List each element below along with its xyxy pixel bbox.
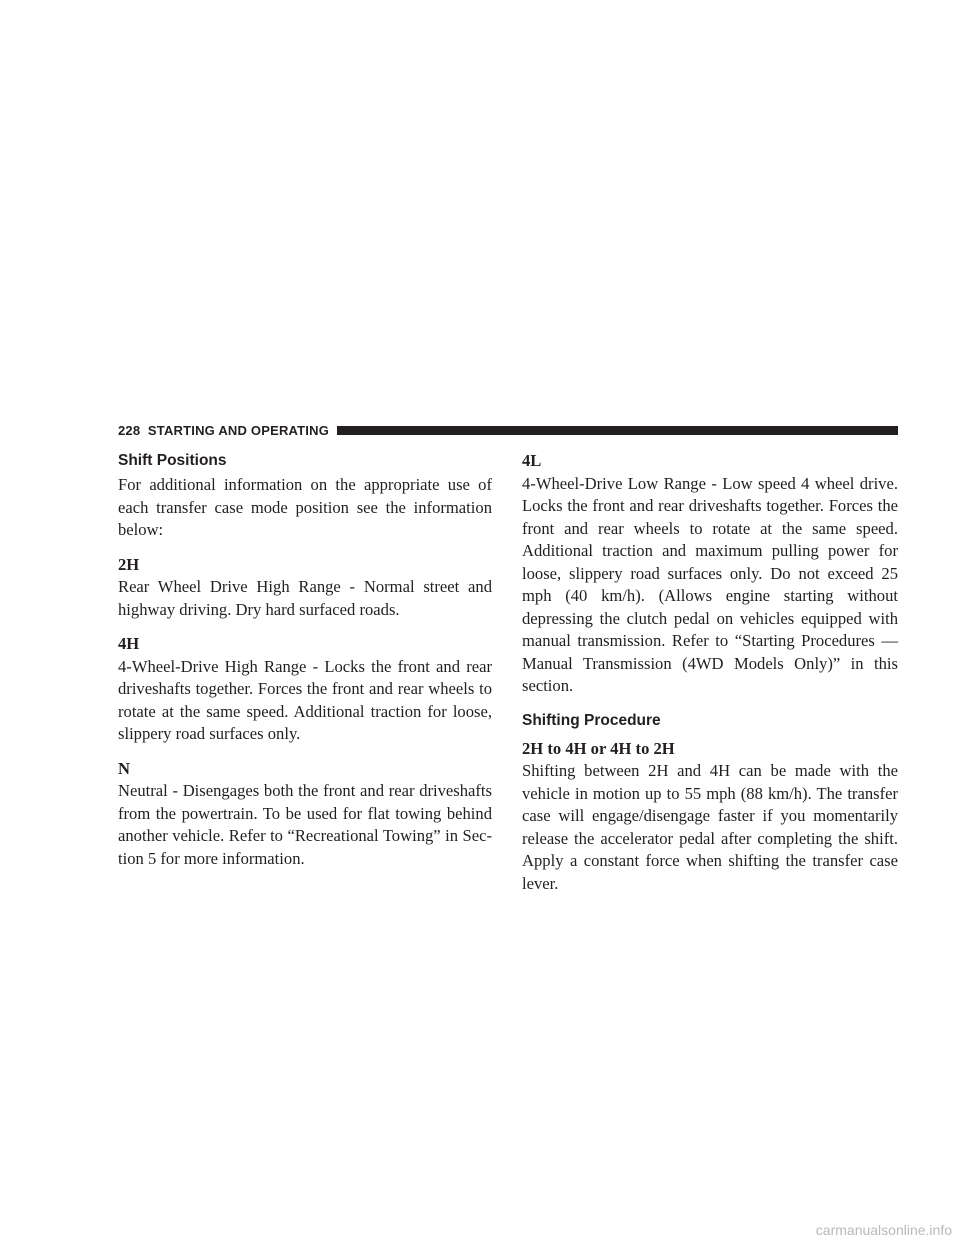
item-n-text: Neutral - Disengages both the front and rear driveshafts from the powertrain. To be used for flat towing behind another vehicle. Refer to “Recreational Towing” in Sec- tion 5 for more information.: [118, 781, 492, 868]
shift-positions-title: Shift Positions: [118, 452, 227, 469]
item-4l-text: 4-Wheel-Drive Low Range - Low speed 4 wheel drive. Locks the front and rear driveshafts together. Forces the front and rear wheels to rotate at the same speed. Additional traction and maximum pulling power for loose, slippery road surfaces only. Do not exceed 25 mph (40 km/h). (Allows engine starting without depressing the clutch pedal on vehicles equipped with manual transmission. Refer to “Starting Procedures — Manual Transmission (4WD Models Only)” in this section.: [522, 473, 898, 695]
section-name: STARTING AND OPERATING: [147, 422, 330, 438]
left-column: [118, 450, 492, 879]
item-4h-label: 4H: [118, 634, 140, 653]
page-header-text: [118, 423, 329, 438]
shifting-procedure-title: Shifting Procedure: [522, 711, 661, 729]
shifting-procedure-subtitle: 2H to 4H or 4H to 2H: [522, 738, 675, 758]
item-4h-text: 4-Wheel-Drive High Range - Locks the front and rear driveshafts together. Forces the front and rear wheels to rotate at the same speed. Additional traction for loose, slippery road surfaces only.: [118, 656, 492, 743]
item-2h-label: 2H: [118, 554, 140, 574]
watermark-link[interactable]: carmanualsonline.info: [815, 1222, 952, 1238]
item-4l-label: 4L: [522, 451, 542, 470]
right-column: [522, 450, 898, 904]
item-2h-text: Rear Wheel Drive High Range - Normal street and highway driving. Dry hard surfaced roads.: [118, 577, 492, 619]
shifting-procedure-text: Shifting between 2H and 4H can be made with the vehicle in motion up to 55 mph (88 km/h). The transfer case will engage/disengage faster if you momentarily release the accelerator pedal after completing the shift. Apply a constant force when shifting the transfer case lever.: [522, 761, 898, 893]
header-rule: [337, 426, 898, 435]
shift-positions-intro: For additional information on the appropriate use of each transfer case mode position see the information below:: [118, 475, 492, 539]
page-number: 228: [118, 422, 141, 438]
item-n-label: N: [118, 758, 130, 778]
page-header: [118, 420, 898, 440]
